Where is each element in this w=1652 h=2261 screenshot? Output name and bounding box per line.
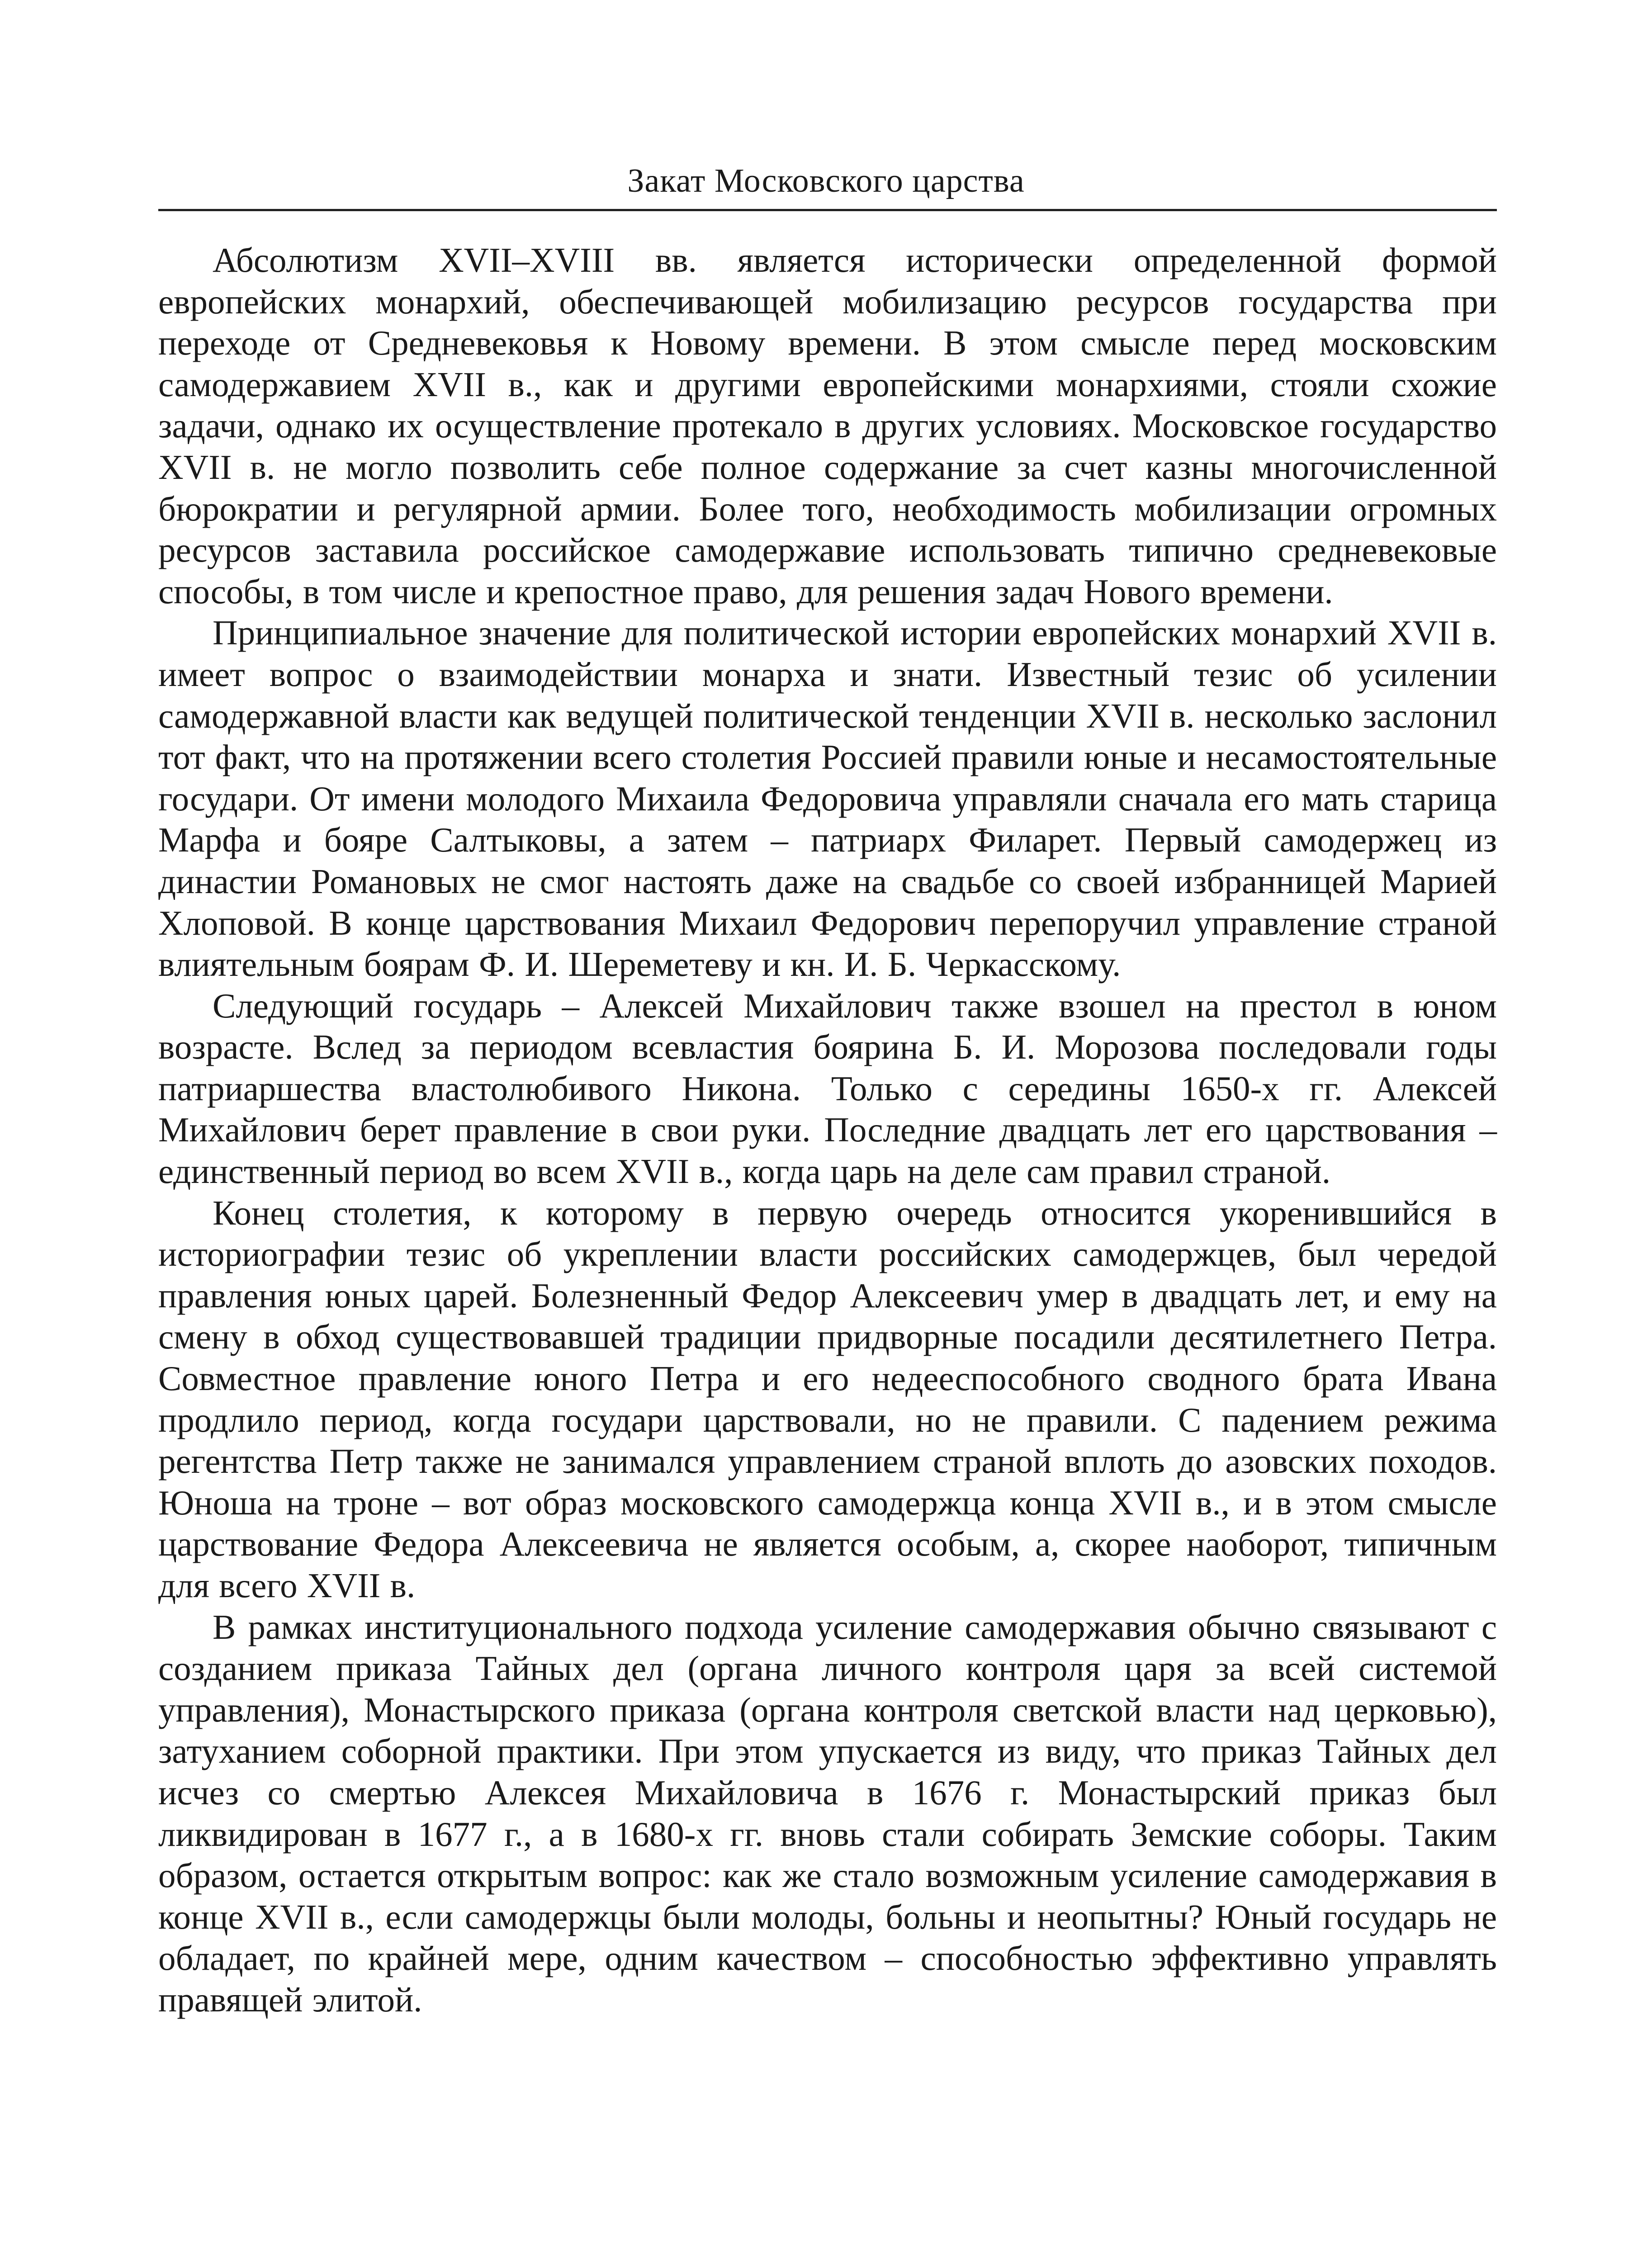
paragraph-3: Следующий государь – Алексей Михайлович также взошел на престол в юном возрасте. Вслед за периодом всевластия боярина Б. И. Морозова последовали годы патриаршества властолюбивого Никона. Только с середины 1650-х гг. Алексей Михайлович берет правление в свои руки. Последние двадцать лет его царствования – единственный период во всем XVII в., когда царь на деле сам правил страной. — [158, 986, 1497, 1191]
header-rule — [158, 209, 1497, 211]
running-head: Закат Московского царства — [627, 162, 1025, 199]
paragraph-5: В рамках институционального подхода усиление самодержавия обычно связывают с созданием приказа Тайных дел (органа личного контроля царя за всей системой управления), Монастырского приказа (органа контроля светской власти над церковью), затуханием соборной практики. При этом упускается из виду, что приказ Тайных дел исчез со смертью Алексея Михайловича в 1676 г. Монастырский приказ был ликвидирован в 1677 г., а в 1680-х гг. вновь стали собирать Земские соборы. Таким образом, остается открытым вопрос: как же стало возможным усиление самодержавия в конце XVII в., если самодержцы были молоды, больны и неопытны? Юный государь не обладает, по крайней мере, одним качеством – способностью эффективно управлять правящей элитой. — [158, 1607, 1497, 2019]
body-text — [158, 240, 1497, 2021]
paragraph-2: Принципиальное значение для политической истории европейских монархий XVII в. имеет вопрос о взаимодействии монарха и знати. Известный тезис об усилении самодержавной власти как ведущей политической тенденции XVII в. несколько заслонил тот факт, что на протяжении всего столетия Россией правили юные и несамостоятельные государи. От имени молодого Михаила Федоровича управляли сначала его мать старица Марфа и бояре Салтыковы, а затем – патриарх Филарет. Первый самодержец из династии Романовых не смог настоять даже на свадьбе со своей избранницей Марией Хлоповой. В конце царствования Михаил Федорович перепоручил управление страной влиятельным боярам Ф. И. Шереметеву и кн. И. Б. Черкасскому. — [158, 613, 1497, 984]
paragraph-4: Конец столетия, к которому в первую очередь относится укоренившийся в историографии тезис об укреплении власти российских самодержцев, был чередой правления юных царей. Болезненный Федор Алексеевич умер в двадцать лет, и ему на смену в обход существовавшей традиции придворные посадили десятилетнего Петра. Совместное правление юного Петра и его недееспособного сводного брата Ивана продлило период, когда государи царствовали, но не правили. С падением режима регентства Петр также не занимался управлением страной вплоть до азовских походов. Юноша на троне – вот образ московского самодержца конца XVII в., и в этом смысле царствование Федора Алексеевича не является особым, а, скорее наоборот, типичным для всего XVII в. — [158, 1193, 1497, 1605]
paragraph-1: Абсолютизм XVII–XVIII вв. является исторически определенной формой европейских монархий, обеспечивающей мобилизацию ресурсов государства при переходе от Средневековья к Новому времени. В этом смысле перед московским самодержавием XVII в., как и другими европейскими монархиями, стояли схожие задачи, однако их осуществление протекало в других условиях. Московское государство XVII в. не могло позволить себе полное содержание за счет казны многочисленной бюрократии и регулярной армии. Более того, необходимость мобилизации огромных ресурсов заставила российское самодержавие использовать типично средневековые способы, в том числе и крепостное право, для решения задач Нового времени. — [158, 241, 1497, 611]
